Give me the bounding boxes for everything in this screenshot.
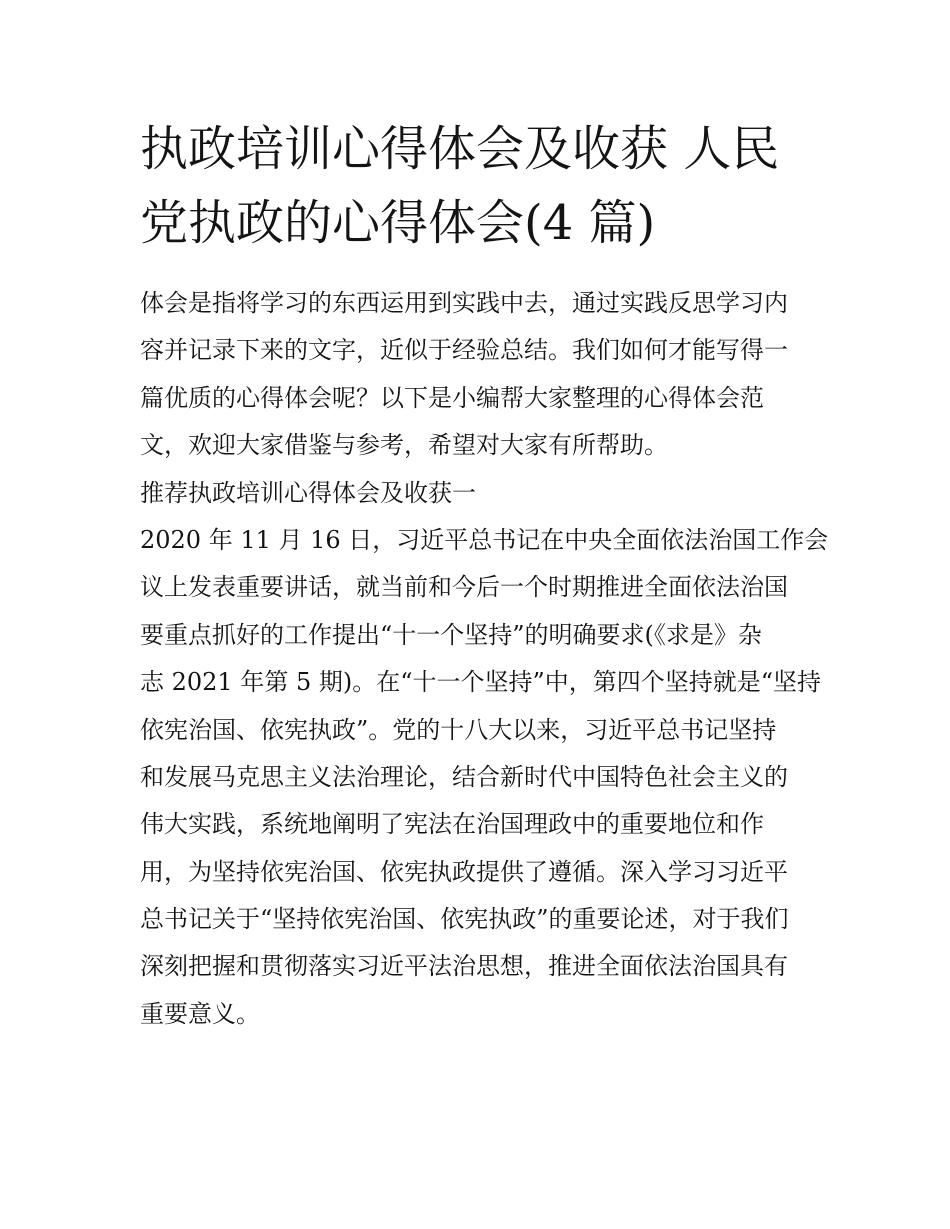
paragraph-line: 要重点抓好的工作提出“十一个坚持”的明确要求(《求是》杂: [140, 620, 762, 649]
paragraph-line: 伟大实践，系统地阐明了宪法在治国理政中的重要地位和作: [140, 810, 764, 839]
paragraph-line: 总书记关于“坚持依宪治国、依宪执政”的重要论述，对于我们: [140, 905, 789, 934]
intro-line: 容并记录下来的文字，近似于经验总结。我们如何才能写得一: [140, 336, 788, 365]
document-body: [140, 280, 840, 1038]
intro-line: 文，欢迎大家借鉴与参考，希望对大家有所帮助。: [140, 431, 668, 460]
paragraph-line: 和发展马克思主义法治理论，结合新时代中国特色社会主义的: [140, 762, 788, 791]
title-line: 执政培训心得体会及收获 人民: [140, 121, 780, 177]
title-line: 党执政的心得体会(4 篇): [140, 195, 656, 251]
paragraph-line: 用，为坚持依宪治国、依宪执政提供了遵循。深入学习习近平: [140, 857, 788, 886]
intro-line: 篇优质的心得体会呢？以下是小编帮大家整理的心得体会范: [140, 383, 764, 412]
paragraph-line: 依宪治国、依宪执政”。党的十八大以来，习近平总书记坚持: [140, 715, 777, 744]
paragraph-line: 深刻把握和贯彻落实习近平法治思想，推进全面依法治国具有: [140, 952, 788, 981]
intro-line: 体会是指将学习的东西运用到实践中去，通过实践反思学习内: [140, 289, 788, 317]
paragraph-line: 2020 年 11 月 16 日，习近平总书记在中央全面依法治国工作会: [140, 525, 829, 554]
document-title: [140, 112, 820, 260]
paragraph-line: 志 2021 年第 5 期)。在“十一个坚持”中，第四个坚持就是“坚持: [140, 668, 822, 697]
paragraph-line: 重要意义。: [140, 999, 260, 1028]
paragraph-line: 议上发表重要讲话，就当前和今后一个时期推进全面依法治国: [140, 573, 788, 602]
section-heading: 推荐执政培训心得体会及收获一: [140, 478, 476, 507]
